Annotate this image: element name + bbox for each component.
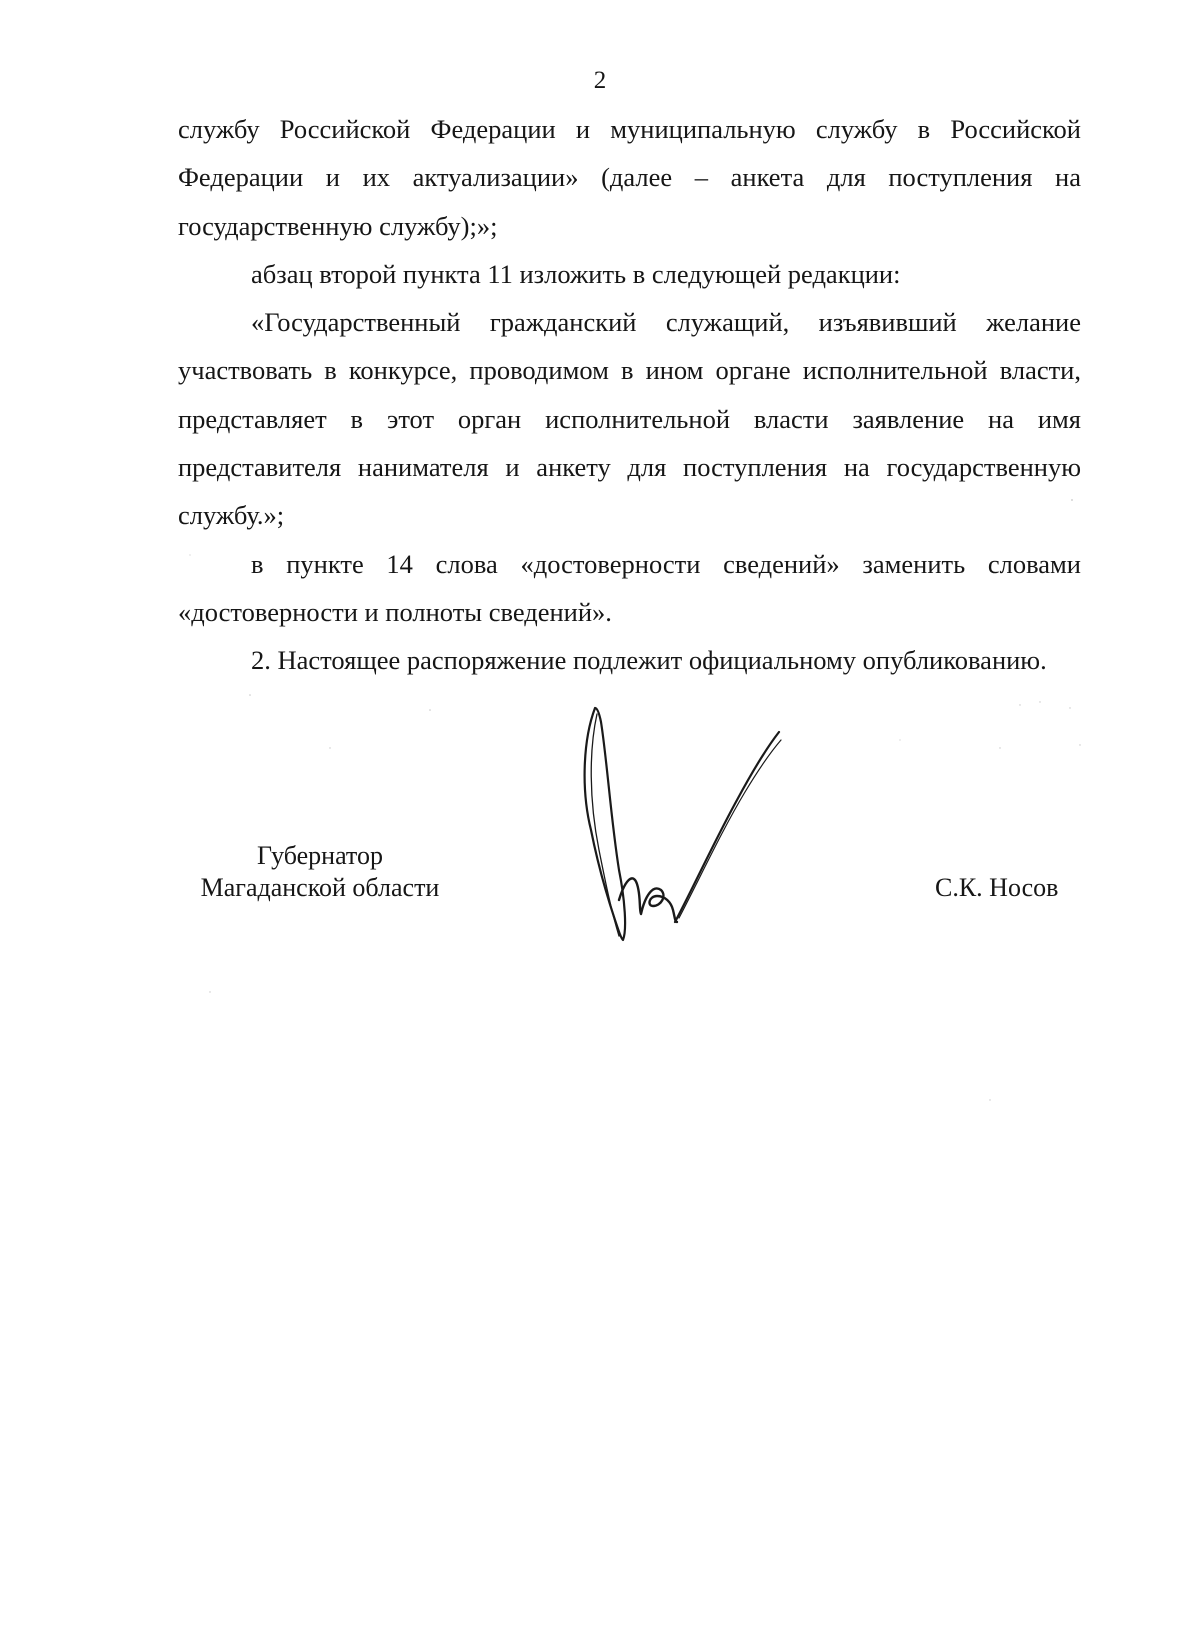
signatory-title-line-1: Губернатор	[257, 841, 383, 870]
paragraph-continuation: службу Российской Федерации и муниципальную службу в Российской Федерации и их актуализации» (далее – анкета для поступления на государственную службу);»;	[178, 114, 1081, 241]
paragraph-item-14: в пункте 14 слова «достоверности сведений» заменить словами «достоверности и полноты сведений».	[178, 548, 1081, 627]
handwritten-signature	[575, 700, 815, 960]
document-body	[178, 105, 1081, 685]
signatory-name: С.К. Носов	[935, 873, 1059, 902]
signatory-title	[180, 840, 460, 904]
signatory-title-line-2: Магаданской области	[200, 873, 440, 902]
page-number: 2	[593, 67, 607, 94]
paragraph-amendment-text: «Государственный гражданский служащий, изъявивший желание участвовать в конкурсе, проводимом в ином органе исполнительной власти, представляет в этот орган исполнительной власти заявление на имя представителя нанимателя и анкету для поступления на государственную службу.»;	[178, 307, 1081, 531]
paragraph-amendment-intro: абзац второй пункта 11 изложить в следующей редакции:	[251, 258, 901, 289]
paragraph-publication: 2. Настоящее распоряжение подлежит официальному опубликованию.	[251, 645, 1047, 676]
